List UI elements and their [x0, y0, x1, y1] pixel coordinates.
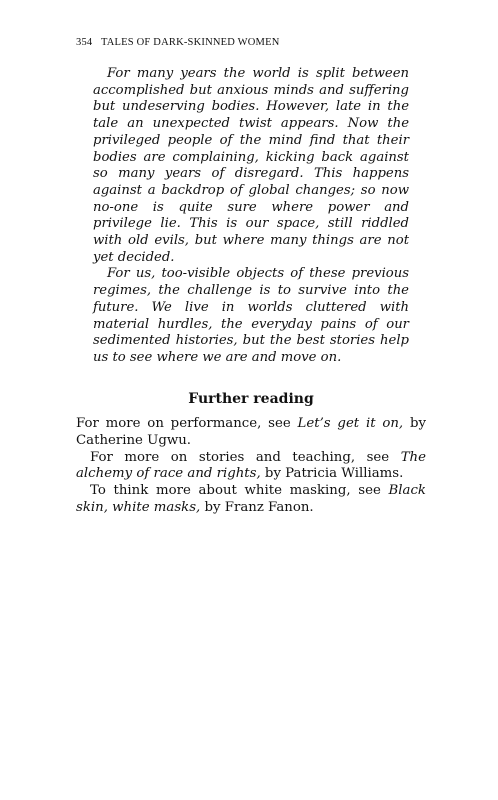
- book-title: Black skin, white masks,: [76, 483, 426, 515]
- reading-item-text: For more on performance, see: [76, 416, 298, 431]
- section-heading: Further reading: [188, 391, 314, 407]
- book-title: The alchemy of race and rights,: [76, 449, 426, 482]
- reading-item-author: by Catherine Ugwu.: [76, 416, 426, 448]
- running-head: [76, 37, 280, 48]
- block-quote: [93, 66, 409, 367]
- reading-item-text: To think more about white masking, see: [90, 483, 389, 499]
- book-title: Let’s get it on,: [297, 416, 404, 431]
- reading-item: [76, 483, 426, 517]
- page-number: 354: [76, 37, 93, 48]
- reading-item-author: by Patricia Williams.: [260, 466, 404, 482]
- running-title: TALES OF DARK-SKINNED WOMEN: [101, 37, 280, 48]
- reading-item-author: by Franz Fanon.: [200, 499, 314, 515]
- quote-paragraph: For many years the world is split between accomplished but anxious minds and suffering but undeserving bodies. However, late in the tale an unexpected twist appears. Now the privileged people of the mind find that their bodies are complaining, kicking back against so many years of disregard. This happens against a backdrop of global changes; so now no-one is quite sure where power and privilege lie. This is our space, still riddled with old evils, but where many things are not yet decided.: [93, 66, 409, 265]
- quote-paragraph: For us, too-visible objects of these previous regimes, the challenge is to survive into the future. We live in worlds cluttered with material hurdles, the everyday pains of our sedimented histories, but the best stories help us to see where we are and move on.: [93, 266, 409, 365]
- reading-item: [76, 416, 426, 450]
- reading-item-text: For more on stories and teaching, see: [90, 449, 401, 465]
- further-reading-list: [76, 416, 426, 517]
- reading-item: [76, 450, 426, 484]
